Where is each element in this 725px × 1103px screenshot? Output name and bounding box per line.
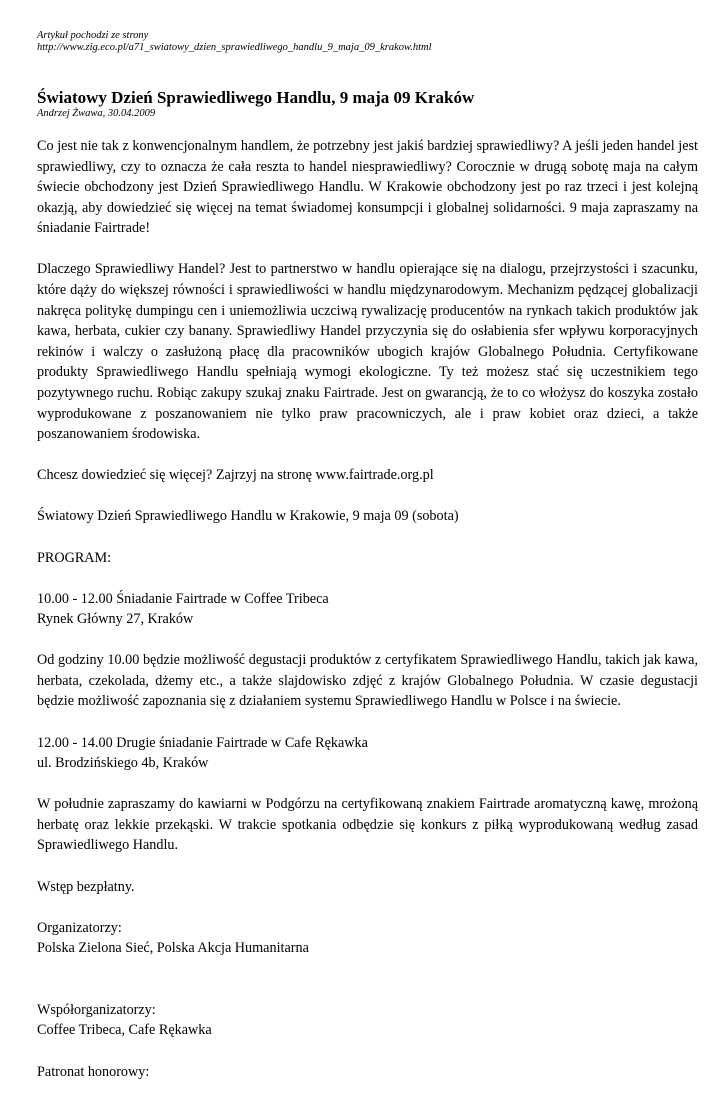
article-body [37, 136, 698, 1082]
co-organizers-label: Współorganizatorzy: [37, 1001, 156, 1018]
paragraph-why-fairtrade: Dlaczego Sprawiedliwy Handel? Jest to partnerstwo w handlu opierające się na dialogu, przejrzystości i szacunku, które dąży do większej równości i sprawiedliwości w handlu międzynarodowym. Mechanizm pędzącej globalizacji nakręca politykę dumpingu cen i uniemożliwia uczciwą rywalizację producentów na rynkach takich produktów jak kawa, herbata, cukier czy banany. Sprawiedliwy Handel przyczynia się do osłabienia sfer wpływu korporacyjnych rekinów i walczy o zasłużoną płacę dla pracowników ubogich krajów Globalnego Południa. Certyfikowane produkty Sprawiedliwego Handlu spełniają wymogi ekologiczne. Ty też możesz stać się uczestnikiem tego pozytywnego ruchu. Robiąc zakupy szukaj znaku Fairtrade. Jest on gwarancją, że to co włożysz do koszyka zostało wyprodukowane z poszanowaniem nie tylko praw pracowniczych, ale i praw kobiet oraz dzieci, a także poszanowaniem środowiska. [37, 261, 698, 443]
paragraph-event-date: Światowy Dzień Sprawiedliwego Handlu w Krakowie, 9 maja 09 (sobota) [37, 508, 459, 525]
source-label: Artykuł pochodzi ze strony [37, 30, 149, 41]
event-2-description: W południe zapraszamy do kawiarni w Podgórzu na certyfikowaną znakiem Fairtrade aromatyczną kawę, mrożoną herbatę oraz lekkie przekąski. W trakcie spotkania odbędzie się konkurs z piłką wyprodukowaną według zasad Sprawiedliwego Handlu. [37, 796, 698, 854]
event-1-description: Od godziny 10.00 będzie możliwość degustacji produktów z certyfikatem Sprawiedliwego Handlu, takich jak kawa, herbata, czekolada, dżemy etc., a także slajdowisko zdjęć z krajów Globalnego Południa. W czasie degustacji będzie możliwość zapoznania się z działaniem systemu Sprawiedliwego Handlu w Polsce i na świecie. [37, 652, 698, 710]
paragraph-program-heading: PROGRAM: [37, 549, 112, 566]
article-byline: Andrzej Żwawa, 30.04.2009 [37, 108, 156, 119]
article-title: Światowy Dzień Sprawiedliwego Handlu, 9 maja 09 Kraków [37, 88, 475, 107]
patronage [37, 1062, 698, 1083]
event-2-time-place: 12.00 - 14.00 Drugie śniadanie Fairtrade w Cafe Rękawka [37, 734, 368, 751]
paragraph-intro: Co jest nie tak z konwencjonalnym handlem, że potrzebny jest jakiś bardziej sprawiedliwy? A jeśli jeden handel jest sprawiedliwy, czy to oznacza że cała reszta to handel niesprawiedliwy? Corocznie w drugą sobotę maja na całym świecie obchodzony jest Dzień Sprawiedliwego Handlu. W Krakowie obchodzony jest po raz trzeci i jest kolejną okazją, aby dowiedzieć się więcej na temat świadomej konsumpcji i globalnej solidarności. 9 maja zapraszamy na śniadanie Fairtrade! [37, 138, 698, 237]
co-organizers-value: Coffee Tribeca, Cafe Rękawka [37, 1022, 212, 1039]
paragraph-more-info: Chcesz dowiedzieć się więcej? Zajrzyj na stronę www.fairtrade.org.pl [37, 467, 434, 484]
patronage-label: Patronat honorowy: [37, 1063, 150, 1080]
event-1-address: Rynek Główny 27, Kraków [37, 611, 194, 628]
event-2 [37, 733, 698, 774]
co-organizers [37, 1000, 698, 1041]
event-2-address: ul. Brodzińskiego 4b, Kraków [37, 755, 209, 772]
source-url: http://www.zig.eco.pl/a71_swiatowy_dzien_sprawiedliwego_handlu_9_maja_09_krakow.html [37, 42, 432, 53]
event-1 [37, 589, 698, 630]
organizers [37, 918, 698, 959]
entry-info: Wstęp bezpłatny. [37, 878, 135, 895]
event-1-time-place: 10.00 - 12.00 Śniadanie Fairtrade w Coffee Tribeca [37, 590, 329, 607]
organizers-label: Organizatorzy: [37, 919, 122, 936]
document-page [37, 30, 698, 1103]
organizers-value: Polska Zielona Sieć, Polska Akcja Humanitarna [37, 940, 309, 957]
source-header [37, 30, 698, 54]
